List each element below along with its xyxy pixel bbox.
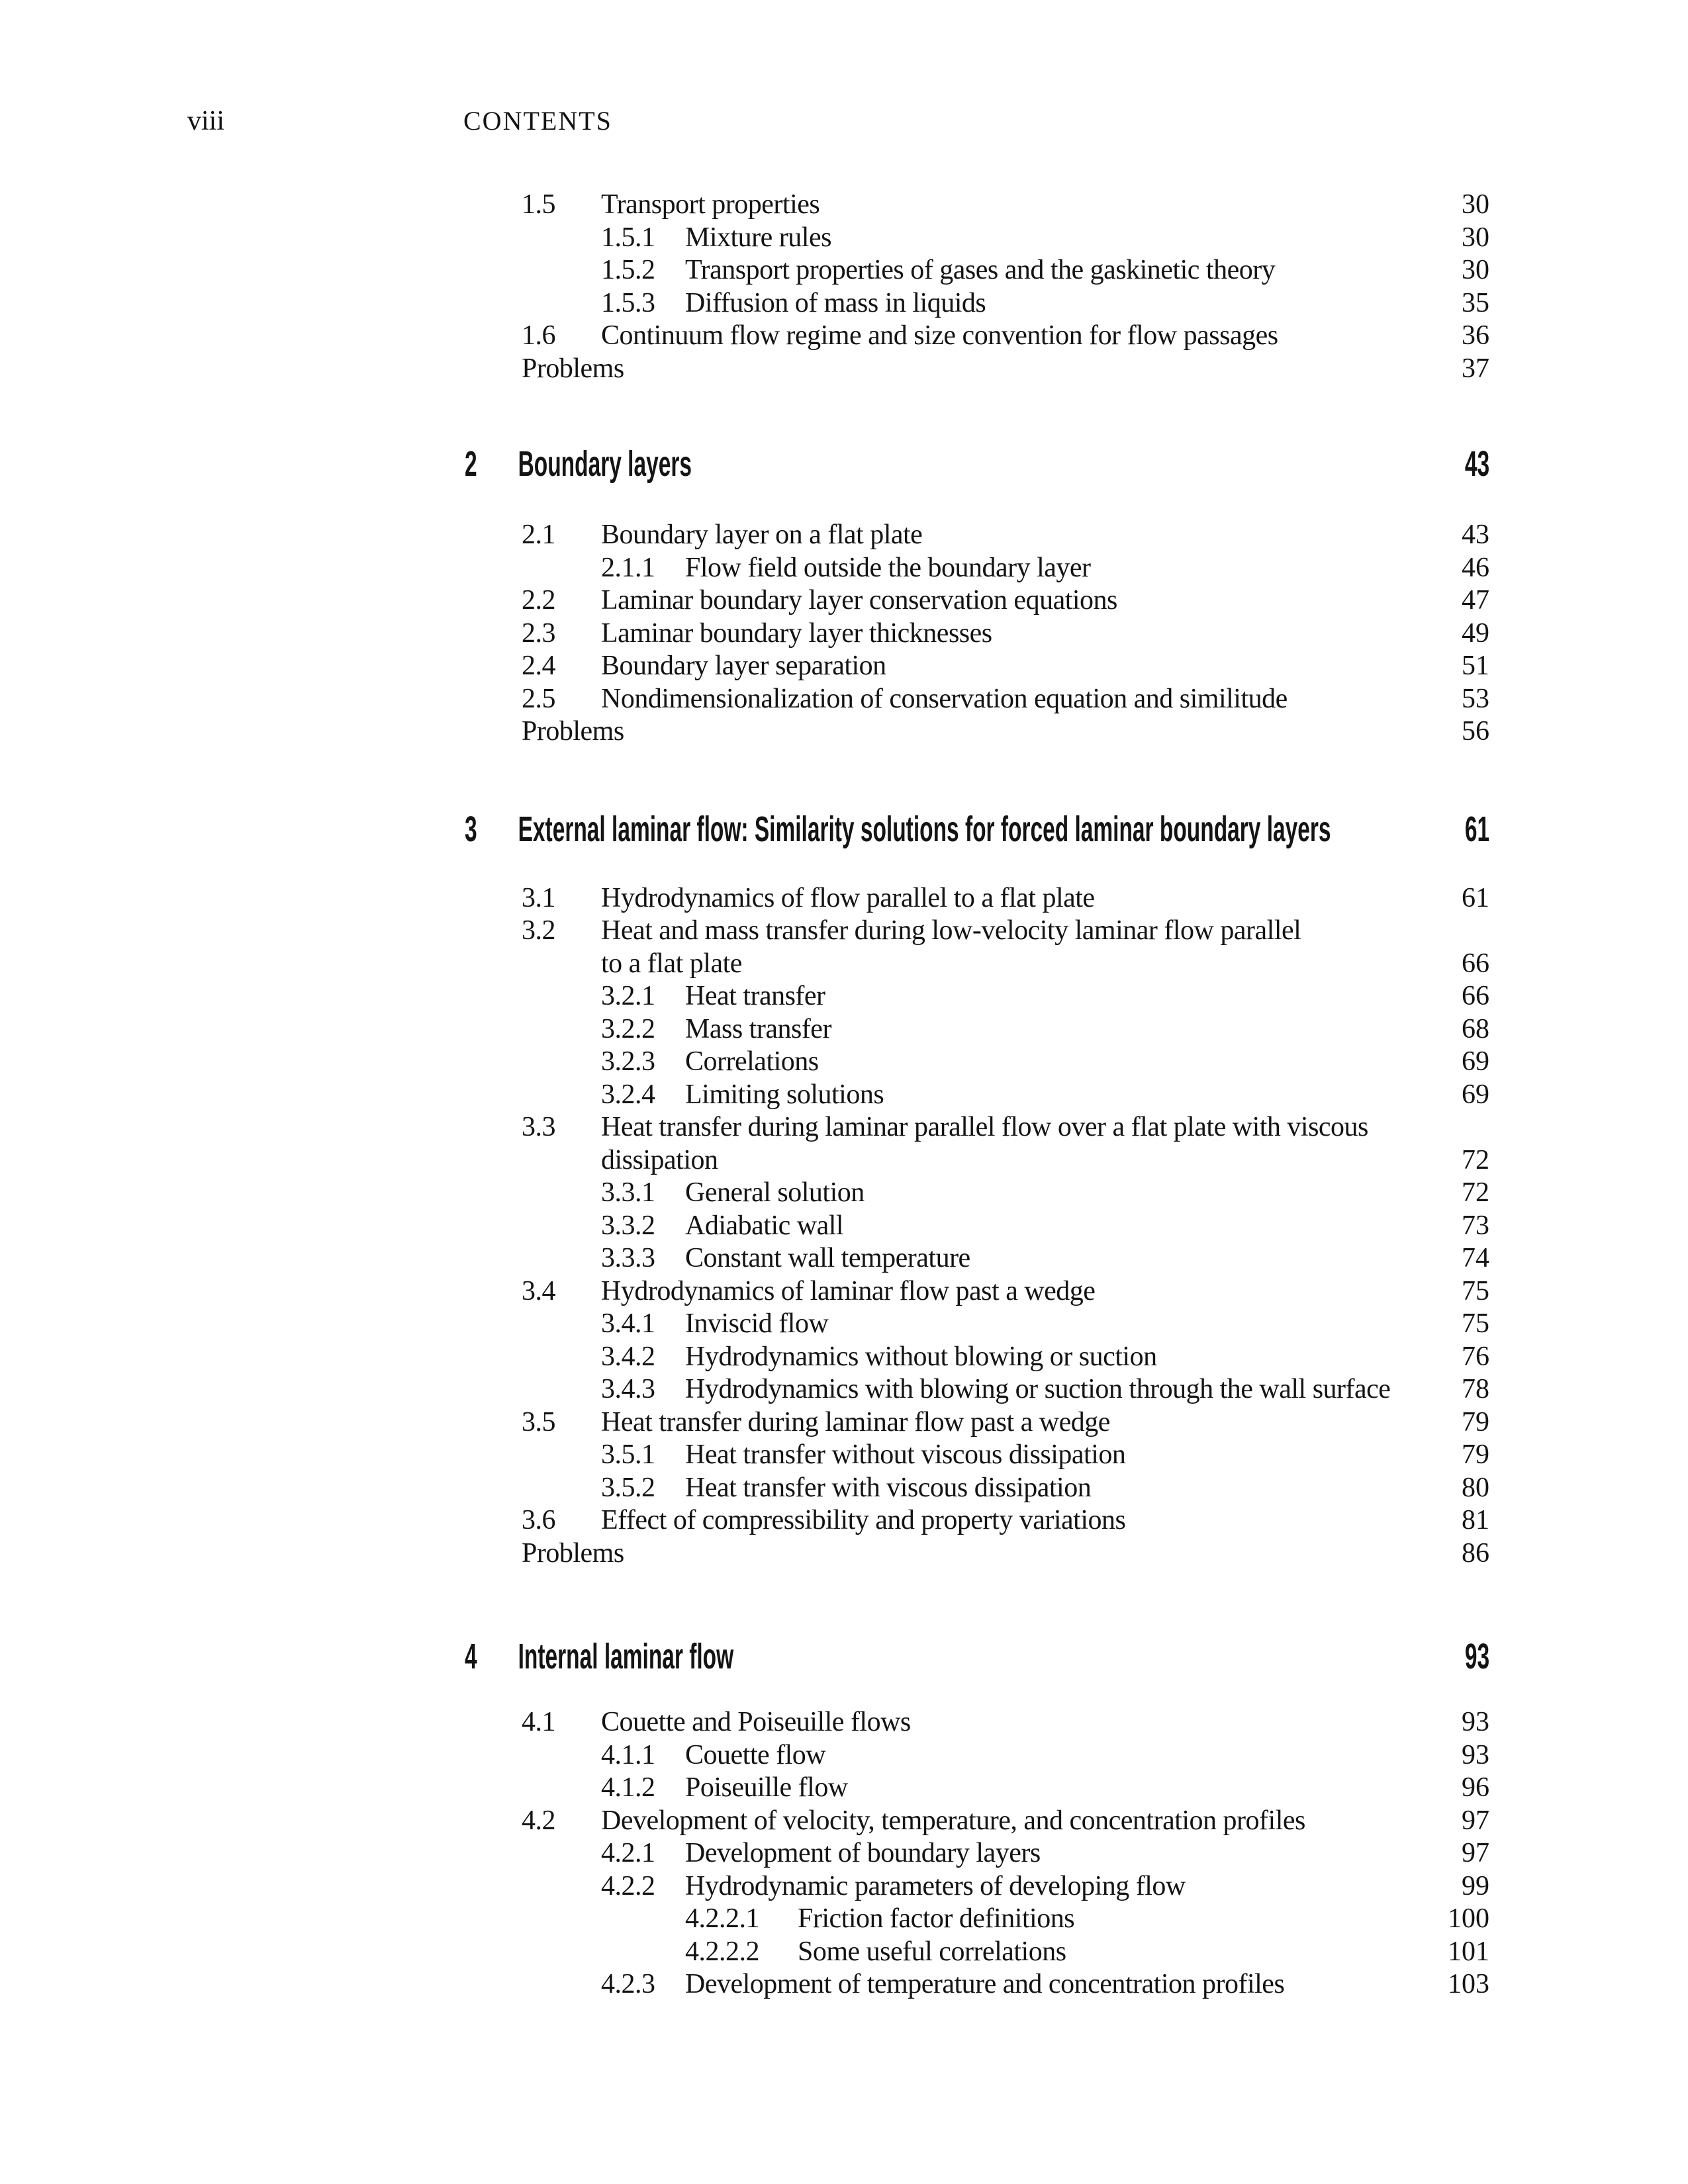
chapter-heading-left (465, 441, 692, 487)
page-folio: viii (187, 106, 225, 136)
entry-page-number: 51 (1462, 651, 1489, 681)
toc-subsection-entry (0, 1341, 1688, 1374)
chapter-heading (0, 441, 1688, 487)
entry-title: Constant wall temperature (685, 1243, 970, 1273)
entry-page-number: 74 (1462, 1243, 1489, 1273)
toc-section-entry (0, 1275, 1688, 1308)
entry-title: Correlations (685, 1046, 819, 1077)
entry-page-number: 100 (1448, 1903, 1489, 1934)
entry-number: 3.6 (522, 1505, 555, 1535)
entry-page-number: 43 (1462, 520, 1489, 550)
toc-section-entry (0, 1805, 1688, 1838)
entry-page-number: 72 (1462, 1144, 1489, 1175)
entry-number: 3.2 (522, 915, 555, 946)
entry-page-number: 86 (1462, 1537, 1489, 1569)
entry-page-number: 66 (1462, 981, 1489, 1011)
toc-subsection-entry (0, 552, 1688, 585)
entry-title: Development of boundary layers (685, 1838, 1041, 1868)
entry-title: Heat transfer during laminar flow past a wedge (601, 1406, 1110, 1437)
entry-page-number: 66 (1462, 948, 1489, 979)
entry-title: Heat transfer during laminar parallel flow over a flat plate with viscous (601, 1112, 1368, 1142)
entry-page-number: 61 (1462, 882, 1489, 913)
toc-block-chapter3 (0, 882, 1688, 1570)
entry-page-number: 35 (1462, 287, 1489, 318)
entry-page-number: 75 (1462, 1308, 1489, 1339)
toc-subsection-entry (0, 287, 1688, 320)
entry-page-number: 76 (1462, 1341, 1489, 1372)
entry-title: Hydrodynamics without blowing or suction (685, 1341, 1157, 1372)
entry-title: Problems (522, 353, 624, 384)
entry-page-number: 81 (1462, 1505, 1489, 1535)
entry-title: Development of temperature and concentration profiles (685, 1969, 1285, 1999)
entry-page-number: 80 (1462, 1472, 1489, 1503)
entry-title: Problems (522, 716, 624, 747)
toc-subsection-entry (0, 1046, 1688, 1079)
entry-page-number: 47 (1462, 585, 1489, 615)
entry-title: Poiseuille flow (685, 1772, 848, 1803)
entry-page-number: 46 (1462, 552, 1489, 583)
entry-title: dissipation (601, 1144, 718, 1175)
entry-number: 3.4 (522, 1275, 555, 1306)
entry-number: 1.5.1 (601, 222, 655, 253)
toc-section-entry (0, 189, 1688, 222)
entry-title: Transport properties (601, 189, 820, 220)
entry-page-number: 97 (1462, 1838, 1489, 1868)
entry-page-number: 93 (1462, 1739, 1489, 1770)
entry-title: Heat transfer (685, 981, 825, 1011)
toc-section-entry (0, 1706, 1688, 1739)
toc-section-entry (0, 320, 1688, 353)
toc-subsection-entry (0, 1739, 1688, 1772)
toc-subsection-entry (0, 980, 1688, 1013)
entry-title: Hydrodynamics with blowing or suction through the wall surface (685, 1374, 1391, 1404)
chapter-number: 3 (465, 809, 477, 849)
entry-page-number: 79 (1462, 1439, 1489, 1470)
entry-page-number: 53 (1462, 683, 1489, 714)
toc-section-entry (0, 882, 1688, 915)
entry-title: Effect of compressibility and property variations (601, 1505, 1126, 1535)
entry-number: 3.3.2 (601, 1210, 655, 1241)
entry-page-number: 93 (1462, 1707, 1489, 1737)
entry-page-number: 49 (1462, 617, 1489, 649)
entry-title: Hydrodynamics of laminar flow past a wedge (601, 1275, 1096, 1306)
chapter-heading-left (465, 1633, 733, 1680)
entry-title: Hydrodynamic parameters of developing flow (685, 1870, 1186, 1901)
entry-page-number: 101 (1448, 1936, 1489, 1967)
entry-title: Boundary layer on a flat plate (601, 520, 923, 550)
entry-title: Hydrodynamics of flow parallel to a flat plate (601, 882, 1095, 913)
chapter-title: External laminar flow: Similarity solutions for forced laminar boundary layers (518, 809, 1331, 849)
entry-page-number: 69 (1462, 1046, 1489, 1077)
toc-subsection-entry (0, 1373, 1688, 1406)
entry-number: 3.5.2 (601, 1472, 655, 1503)
entry-page-number: 30 (1462, 189, 1489, 220)
entry-page-number: 96 (1462, 1772, 1489, 1803)
entry-title: Continuum flow regime and size convention for flow passages (601, 320, 1278, 351)
entry-number: 3.2.1 (601, 981, 655, 1011)
entry-number: 3.4.1 (601, 1308, 655, 1339)
entry-number: 3.5.1 (601, 1439, 655, 1470)
entry-title: Heat and mass transfer during low-velocity laminar flow parallel (601, 915, 1301, 946)
chapter-heading (0, 806, 1688, 852)
entry-page-number: 69 (1462, 1079, 1489, 1110)
chapter-title: Internal laminar flow (518, 1637, 734, 1676)
toc-subsection-entry (0, 1837, 1688, 1870)
toc-subsection-entry (0, 1772, 1688, 1805)
entry-title: Mixture rules (685, 222, 831, 253)
entry-title: Development of velocity, temperature, and concentration profiles (601, 1805, 1305, 1836)
toc-subsubsection-entry (0, 1936, 1688, 1969)
entry-number: 2.5 (522, 683, 555, 714)
toc-section-entry (0, 915, 1688, 948)
entry-page-number: 73 (1462, 1210, 1489, 1241)
entry-title: Heat transfer with viscous dissipation (685, 1472, 1092, 1503)
toc-continuation-line (0, 948, 1688, 981)
entry-title: to a flat plate (601, 948, 742, 979)
toc-section-entry (0, 617, 1688, 651)
entry-number: 1.5.3 (601, 287, 655, 318)
toc-block-chapter1 (0, 189, 1688, 385)
entry-page-number: 56 (1462, 716, 1489, 747)
toc-subsection-entry (0, 254, 1688, 287)
toc-subsubsection-entry (0, 1903, 1688, 1936)
chapter-heading-left (465, 806, 1331, 852)
entry-number: 4.2.3 (601, 1969, 655, 1999)
toc-subsection-entry (0, 1242, 1688, 1275)
entry-page-number: 30 (1462, 222, 1489, 253)
entry-page-number: 79 (1462, 1406, 1489, 1437)
entry-page-number: 30 (1462, 255, 1489, 285)
entry-page-number: 99 (1462, 1870, 1489, 1901)
chapter-heading (0, 1633, 1688, 1680)
entry-number: 3.4.3 (601, 1374, 655, 1404)
entry-title: Limiting solutions (685, 1079, 884, 1110)
toc-block-chapter2 (0, 519, 1688, 749)
entry-number: 3.5 (522, 1406, 555, 1437)
running-head: CONTENTS (463, 106, 612, 136)
entry-page-number: 75 (1462, 1275, 1489, 1306)
toc-problems-entry (0, 1537, 1688, 1570)
entry-title: Adiabatic wall (685, 1210, 844, 1241)
entry-number: 4.2.2.2 (685, 1936, 759, 1967)
entry-number: 4.1.1 (601, 1739, 655, 1770)
entry-number: 3.2.3 (601, 1046, 655, 1077)
toc-subsection-entry (0, 1210, 1688, 1243)
entry-number: 3.3.3 (601, 1243, 655, 1273)
toc-section-entry (0, 584, 1688, 617)
entry-number: 3.3 (522, 1112, 555, 1142)
toc-subsection-entry (0, 222, 1688, 255)
entry-title: Inviscid flow (685, 1308, 829, 1339)
entry-title: Couette flow (685, 1739, 826, 1770)
entry-number: 4.2.2 (601, 1870, 655, 1901)
entry-number: 3.1 (522, 882, 555, 913)
chapter-number: 2 (465, 444, 477, 484)
chapter-title: Boundary layers (518, 444, 692, 484)
chapter-page-number: 43 (1464, 444, 1489, 484)
entry-number: 1.6 (522, 320, 555, 351)
entry-number: 3.2.2 (601, 1013, 655, 1044)
toc-section-entry (0, 650, 1688, 683)
toc-problems-entry (0, 353, 1688, 386)
toc-section-entry (0, 683, 1688, 716)
toc-section-entry (0, 1504, 1688, 1537)
toc-subsection-entry (0, 1177, 1688, 1210)
entry-number: 3.3.1 (601, 1177, 655, 1208)
entry-page-number: 97 (1462, 1805, 1489, 1836)
entry-title: Friction factor definitions (798, 1903, 1075, 1934)
toc-section-entry (0, 519, 1688, 552)
entry-number: 2.2 (522, 585, 555, 615)
entry-title: Couette and Poiseuille flows (601, 1707, 911, 1737)
entry-number: 4.2.2.1 (685, 1903, 759, 1934)
entry-number: 3.2.4 (601, 1079, 655, 1110)
entry-number: 4.1 (522, 1707, 555, 1737)
chapter-page-number: 93 (1464, 1637, 1489, 1676)
entry-page-number: 78 (1462, 1374, 1489, 1404)
toc-section-entry (0, 1406, 1688, 1439)
toc-subsection-entry (0, 1079, 1688, 1112)
entry-title: Heat transfer without viscous dissipation (685, 1439, 1126, 1470)
entry-page-number: 36 (1462, 320, 1489, 351)
entry-number: 2.3 (522, 617, 555, 649)
entry-number: 2.4 (522, 651, 555, 681)
entry-title: Problems (522, 1537, 624, 1569)
entry-title: General solution (685, 1177, 865, 1208)
chapter-page-number: 61 (1464, 809, 1489, 849)
entry-number: 1.5.2 (601, 255, 655, 285)
entry-title: Laminar boundary layer thicknesses (601, 617, 992, 649)
entry-title: Laminar boundary layer conservation equations (601, 585, 1117, 615)
toc-block-chapter4 (0, 1706, 1688, 2001)
entry-title: Some useful correlations (798, 1936, 1066, 1967)
entry-title: Flow field outside the boundary layer (685, 552, 1091, 583)
entry-number: 2.1 (522, 520, 555, 550)
entry-title: Boundary layer separation (601, 651, 886, 681)
toc-subsection-entry (0, 1308, 1688, 1341)
entry-number: 3.4.2 (601, 1341, 655, 1372)
chapter-number: 4 (465, 1637, 477, 1676)
entry-page-number: 37 (1462, 353, 1489, 384)
toc-subsection-entry (0, 1439, 1688, 1472)
toc-problems-entry (0, 715, 1688, 749)
entry-number: 2.1.1 (601, 552, 655, 583)
entry-number: 4.1.2 (601, 1772, 655, 1803)
entry-title: Diffusion of mass in liquids (685, 287, 986, 318)
entry-title: Transport properties of gases and the gaskinetic theory (685, 255, 1276, 285)
entry-title: Nondimensionalization of conservation equation and similitude (601, 683, 1288, 714)
toc-subsection-entry (0, 1013, 1688, 1046)
entry-number: 1.5 (522, 189, 555, 220)
entry-title: Mass transfer (685, 1013, 831, 1044)
entry-page-number: 72 (1462, 1177, 1489, 1208)
entry-page-number: 68 (1462, 1013, 1489, 1044)
entry-number: 4.2 (522, 1805, 555, 1836)
entry-number: 4.2.1 (601, 1838, 655, 1868)
toc-subsection-entry (0, 1870, 1688, 1903)
toc-continuation-line (0, 1144, 1688, 1177)
toc-section-entry (0, 1111, 1688, 1144)
entry-page-number: 103 (1448, 1969, 1489, 1999)
toc-subsection-entry (0, 1968, 1688, 2001)
toc-subsection-entry (0, 1472, 1688, 1505)
